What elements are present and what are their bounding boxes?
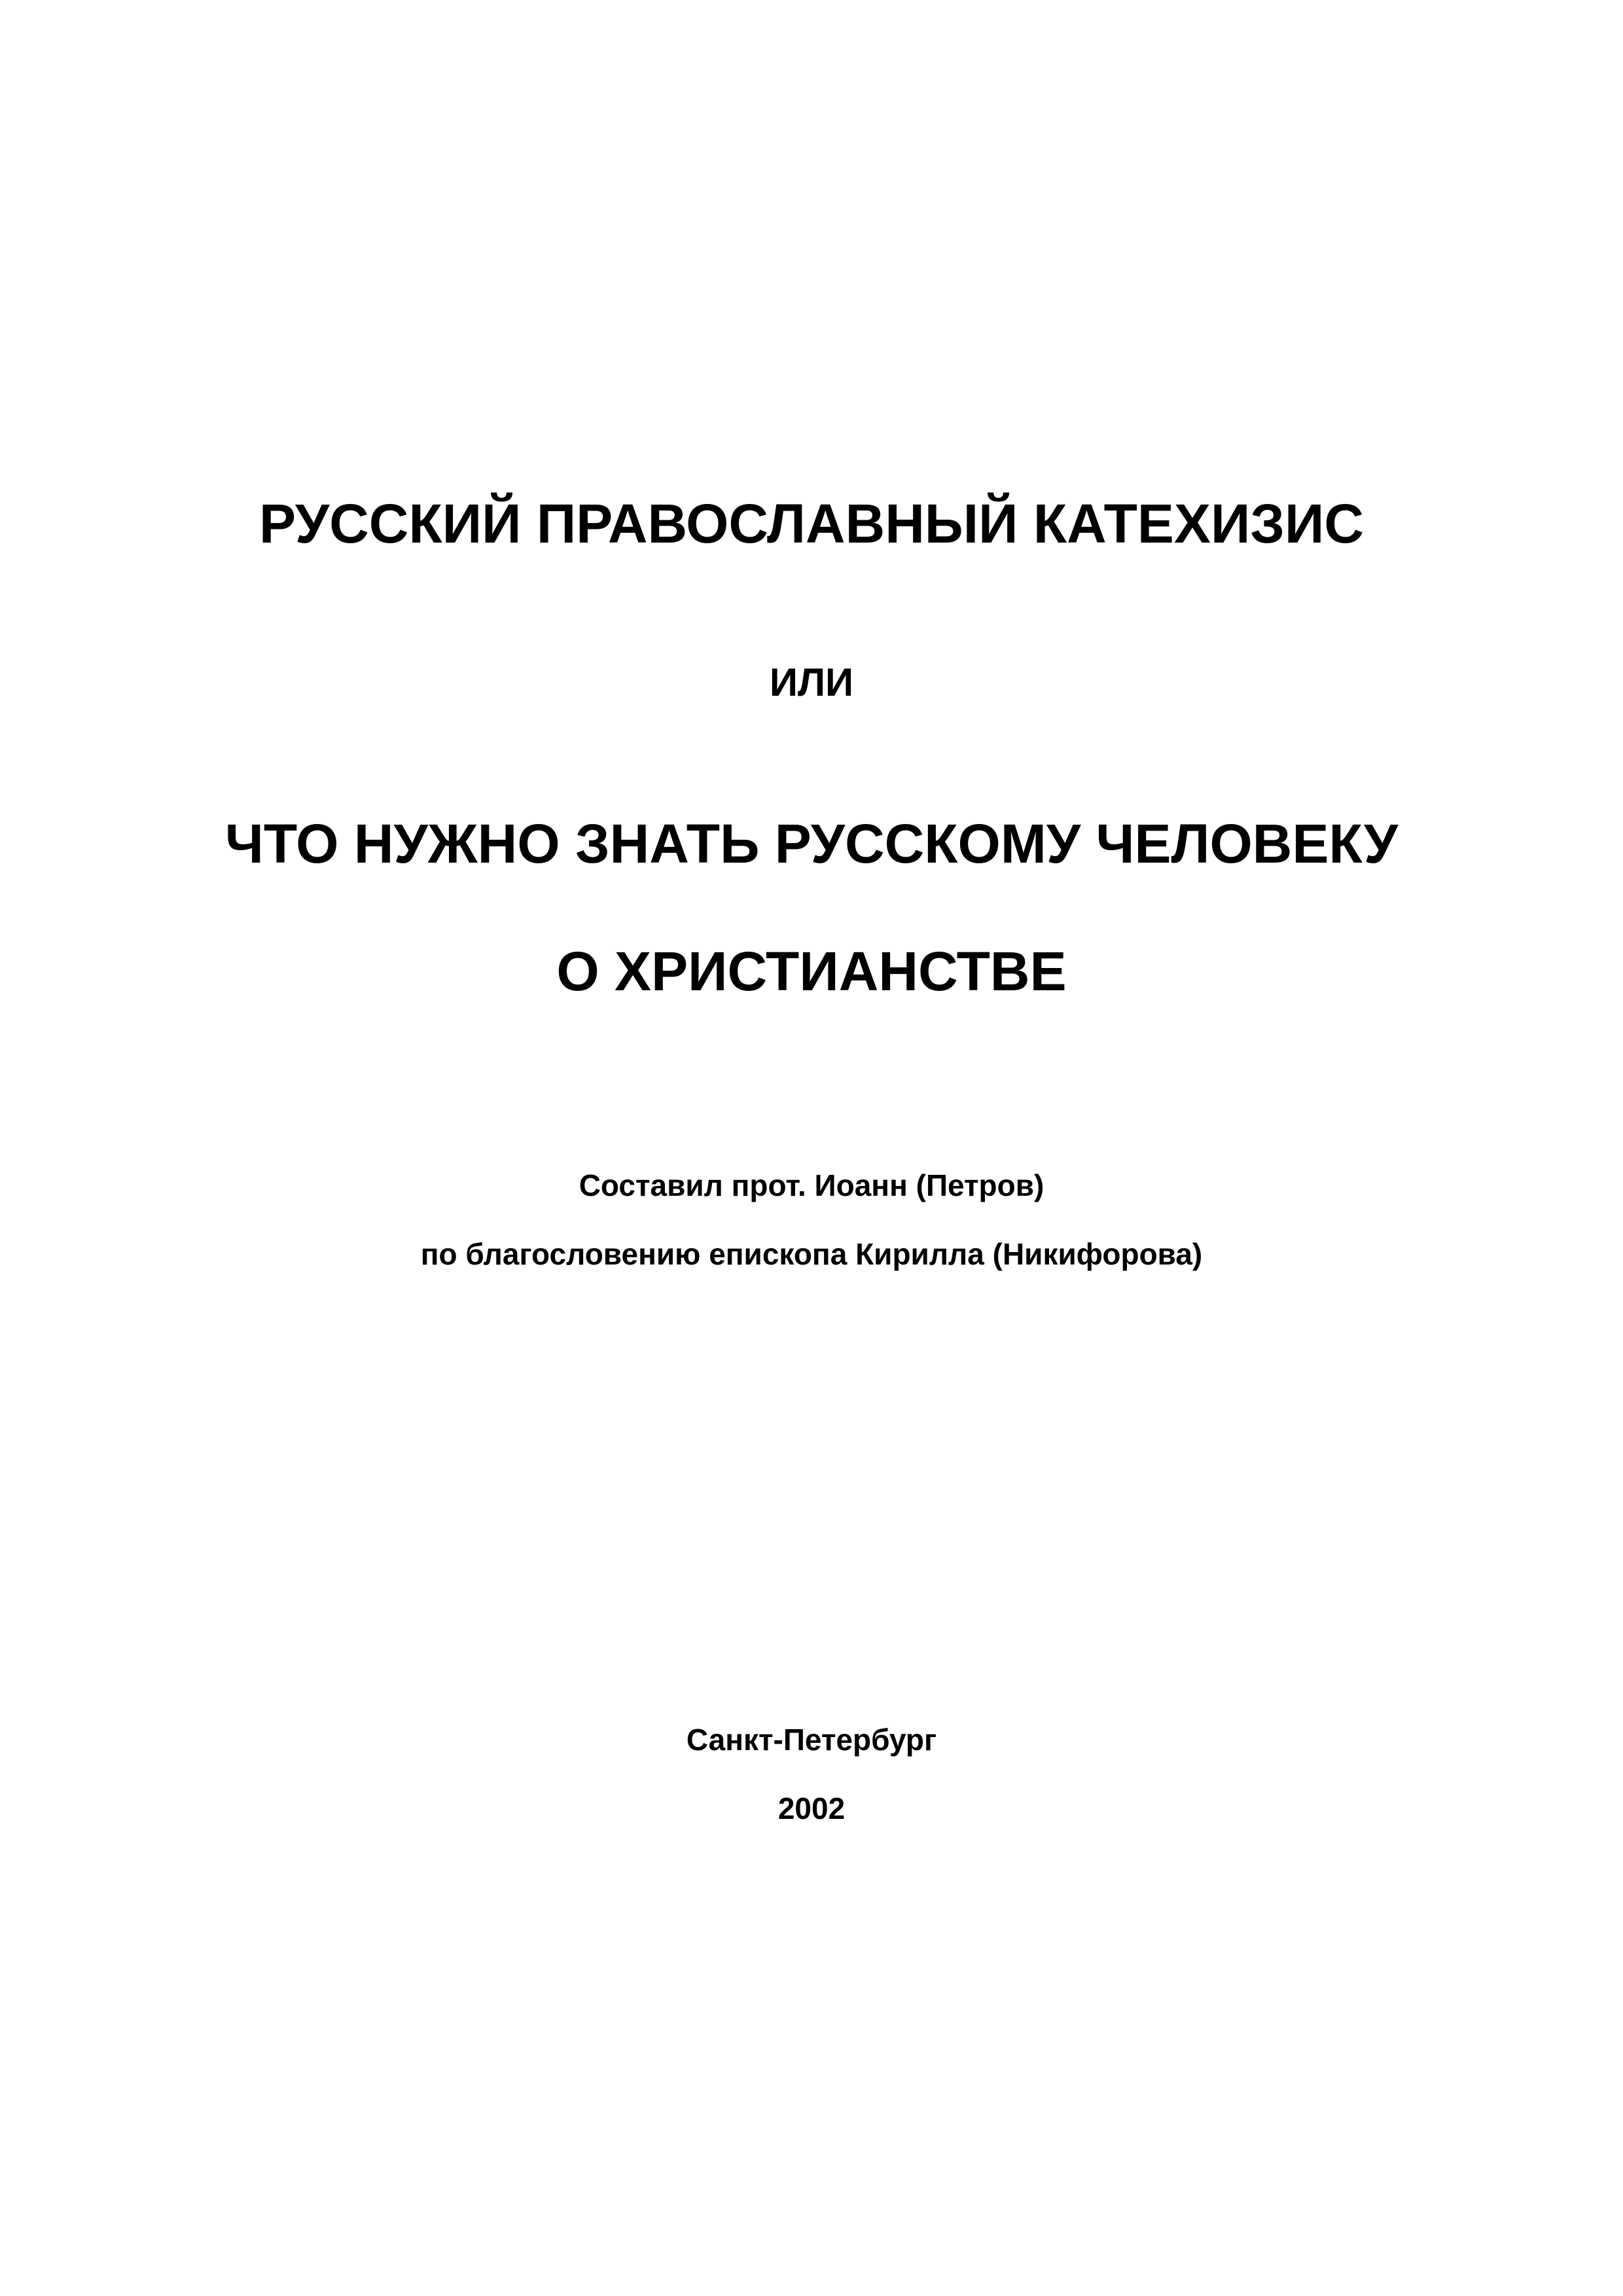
compiler-credit: Составил прот. Иоанн (Петров) xyxy=(579,1168,1044,1202)
title-connector: ИЛИ xyxy=(769,660,854,704)
subtitle-line-2: О ХРИСТИАНСТВЕ xyxy=(556,941,1067,1002)
main-title-line-1: РУССКИЙ ПРАВОСЛАВНЫЙ КАТЕХИЗИС xyxy=(259,493,1364,554)
publication-year: 2002 xyxy=(777,1791,846,1825)
publication-city: Санкт-Петербург xyxy=(686,1723,937,1757)
subtitle-line-1: ЧТО НУЖНО ЗНАТЬ РУССКОМУ ЧЕЛОВЕКУ xyxy=(224,813,1399,874)
blessing-credit: по благословению епископа Кирилла (Никифорова) xyxy=(420,1237,1203,1271)
